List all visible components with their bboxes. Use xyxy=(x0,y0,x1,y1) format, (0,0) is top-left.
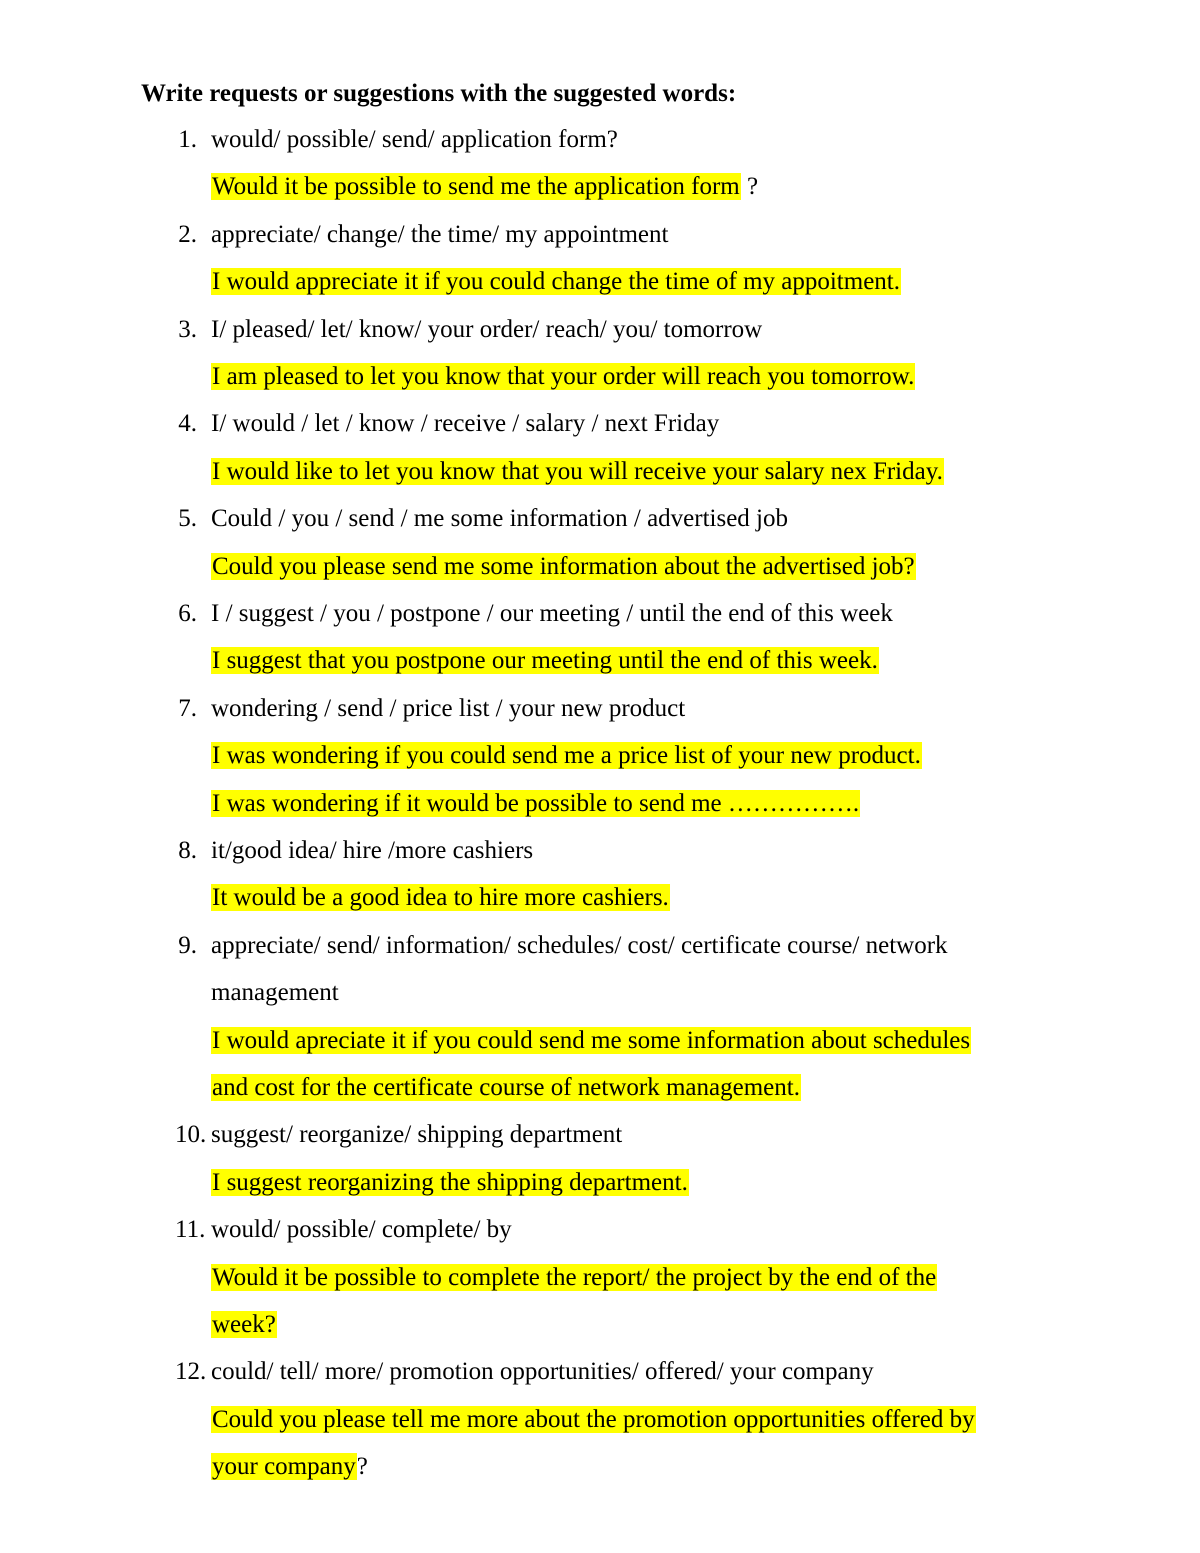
highlighted-answer-text: Would it be possible to complete the report/ the project by the end of the xyxy=(212,1263,937,1291)
item-answer-line xyxy=(211,882,670,914)
item-answer-line xyxy=(211,266,901,298)
highlighted-answer-text: I would apreciate it if you could send me some information about schedules xyxy=(212,1026,971,1054)
item-number: 8. xyxy=(178,837,197,864)
item-number: 4. xyxy=(178,410,197,438)
item-number: 12. xyxy=(175,1358,207,1386)
item-answer-line xyxy=(211,361,915,393)
item-number: 7. xyxy=(178,694,197,722)
item-prompt: suggest/ reorganize/ shipping department xyxy=(211,1121,623,1149)
item-number: 6. xyxy=(178,600,197,627)
item-prompt: could/ tell/ more/ promotion opportunities/ offered/ your company xyxy=(211,1358,874,1386)
item-answer-line xyxy=(211,1025,971,1057)
item-number: 10. xyxy=(175,1121,207,1149)
item-prompt: appreciate/ change/ the time/ my appointment xyxy=(211,220,669,248)
highlighted-answer-text: your company xyxy=(212,1453,356,1481)
item-number: 11. xyxy=(175,1216,206,1244)
item-answer-line xyxy=(211,551,916,583)
highlighted-answer-text: It would be a good idea to hire more cashiers. xyxy=(212,884,669,912)
item-answer-line xyxy=(211,1262,937,1294)
item-answer-line xyxy=(211,1167,689,1199)
item-prompt: would/ possible/ complete/ by xyxy=(211,1216,512,1244)
answer-suffix: ? xyxy=(356,1453,368,1481)
item-prompt: Could / you / send / me some information / advertised job xyxy=(211,505,789,533)
highlighted-answer-text: I suggest that you postpone our meeting until the end of this week. xyxy=(212,647,878,675)
highlighted-answer-text: Could you please tell me more about the promotion opportunities offered by xyxy=(212,1405,975,1433)
highlighted-answer-text: and cost for the certificate course of network management. xyxy=(212,1074,800,1101)
highlighted-answer-text: Would it be possible to send me the application form xyxy=(212,173,740,201)
item-answer-line xyxy=(211,740,922,772)
highlighted-answer-text: I would appreciate it if you could change the time of my appoitment. xyxy=(212,268,900,296)
highlighted-answer-text: I am pleased to let you know that your order will reach you tomorrow. xyxy=(212,363,915,390)
item-answer-line xyxy=(211,788,860,820)
item-prompt: would/ possible/ send/ application form? xyxy=(211,126,618,153)
highlighted-answer-text: I would like to let you know that you will receive your salary nex Friday. xyxy=(212,457,943,485)
highlighted-answer-text: I was wondering if it would be possible to send me ……………. xyxy=(212,789,860,817)
answer-suffix: ? xyxy=(740,173,759,201)
highlighted-answer-text: Could you please send me some information about the advertised job? xyxy=(212,552,915,580)
item-prompt: appreciate/ send/ information/ schedules/ cost/ certificate course/ network xyxy=(211,931,948,959)
item-answer-line xyxy=(211,1451,368,1483)
item-prompt: I / suggest / you / postpone / our meeting / until the end of this week xyxy=(211,600,893,627)
item-prompt: I/ would / let / know / receive / salary / next Friday xyxy=(211,410,720,438)
highlighted-answer-text: I suggest reorganizing the shipping department. xyxy=(212,1168,688,1196)
item-number: 9. xyxy=(178,931,197,959)
item-answer-line xyxy=(211,645,879,677)
item-answer-line xyxy=(211,171,758,203)
item-answer-line xyxy=(211,1072,801,1104)
item-number: 1. xyxy=(178,126,197,153)
item-prompt-continued: management xyxy=(211,979,339,1007)
item-prompt: it/good idea/ hire /more cashiers xyxy=(211,837,534,864)
item-number: 5. xyxy=(178,505,197,533)
item-answer-line xyxy=(211,456,944,488)
highlighted-answer-text: week? xyxy=(212,1311,276,1338)
page-heading: Write requests or suggestions with the suggested words: xyxy=(141,80,737,107)
item-number: 2. xyxy=(178,220,197,248)
item-prompt: I/ pleased/ let/ know/ your order/ reach/ you/ tomorrow xyxy=(211,315,763,343)
item-answer-line xyxy=(211,1404,976,1436)
item-prompt: wondering / send / price list / your new product xyxy=(211,694,686,722)
item-number: 3. xyxy=(178,315,197,343)
highlighted-answer-text: I was wondering if you could send me a price list of your new product. xyxy=(212,742,921,770)
item-answer-line xyxy=(211,1309,277,1341)
